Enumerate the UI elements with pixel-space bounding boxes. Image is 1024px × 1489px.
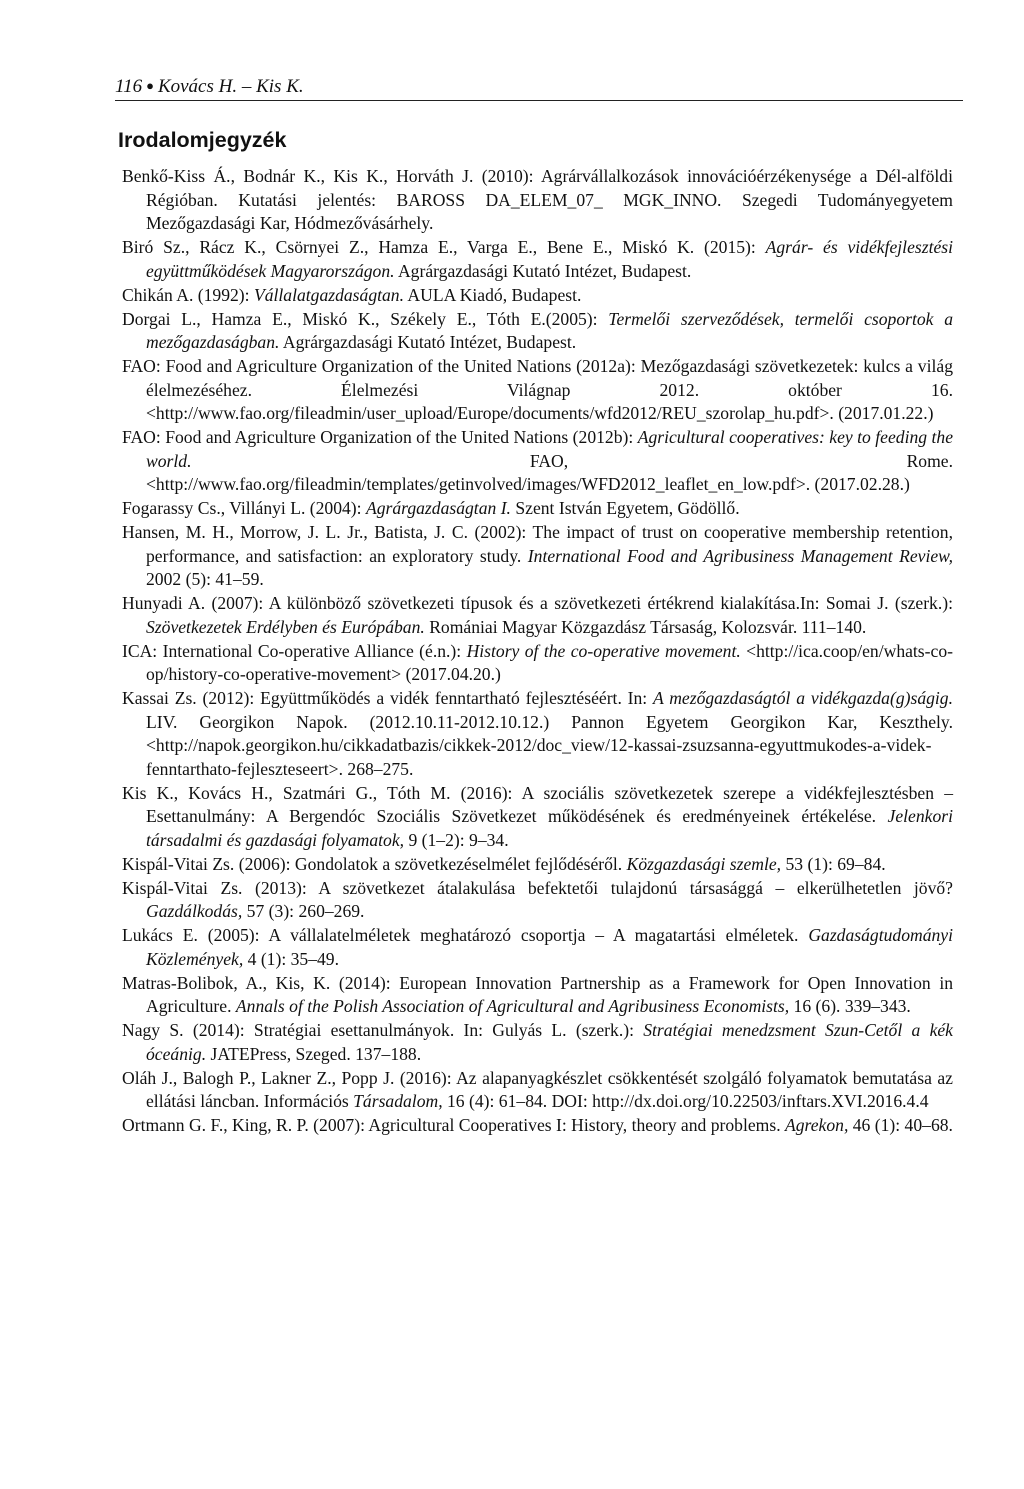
reference-entry bbox=[122, 1019, 953, 1066]
reference-entry bbox=[122, 236, 953, 283]
reference-entry bbox=[122, 1114, 953, 1138]
reference-text: 2002 (5): 41–59. bbox=[146, 569, 264, 589]
reference-entry bbox=[122, 877, 953, 924]
reference-text: Agrárgazdasági Kutató Intézet, Budapest. bbox=[279, 332, 577, 352]
reference-entry bbox=[122, 521, 953, 592]
reference-text: 16 (6). 339–343. bbox=[789, 996, 911, 1016]
reference-title-italic: Gazdálkodás, bbox=[146, 901, 243, 921]
reference-entry bbox=[122, 972, 953, 1019]
reference-text: FAO, Rome. <http://www.fao.org/fileadmin/templates/getinvolved/images/WFD2012_leaflet_en_low.pdf>. (2017.02.28.) bbox=[146, 450, 953, 494]
reference-entry bbox=[122, 592, 953, 639]
reference-title-italic: International Food and Agribusiness Management Review, bbox=[527, 545, 953, 566]
reference-entry bbox=[122, 782, 953, 853]
reference-text: Ortmann G. F., King, R. P. (2007): Agricultural Cooperatives I: History, theory and problems. bbox=[122, 1115, 785, 1135]
reference-text: Szent István Egyetem, Gödöllő. bbox=[510, 498, 740, 518]
reference-text: FAO: Food and Agriculture Organization of the United Nations (2012a): Mezőgazdasági szövetkezetek: kulcs a világ élelmezéséhez. Élelmezési Világnap 2012. október 16. <http://www.fao.org/fileadmin/user_upload/Europe/documents/wfd2012/REU_szorolap_hu.pdf>. (2017.01.22.) bbox=[122, 356, 953, 423]
reference-title-italic: Agricultural cooperatives: key to feeding the world. bbox=[146, 427, 953, 471]
reference-text: Kassai Zs. (2012): Együttműködés a vidék fenntartható fejlesztéséért. In: bbox=[122, 688, 653, 708]
reference-entry bbox=[122, 308, 953, 355]
reference-title-italic: Vállalatgazdaságtan. bbox=[253, 284, 404, 305]
reference-entry bbox=[122, 165, 953, 236]
reference-entry bbox=[122, 640, 953, 687]
reference-text: Benkő-Kiss Á., Bodnár K., Kis K., Horváth J. (2010): Agrárvállalkozások innovációérzékenysége a Dél-alföldi Régióban. Kutatási jelentés: BAROSS DA_ELEM_07_ MGK_INNO. Szegedi Tudományegyetem Mezőgazdasági Kar, Hódmezővásárhely. bbox=[122, 166, 953, 233]
header-authors: Kovács H. – Kis K. bbox=[157, 76, 304, 97]
reference-title-italic: Szövetkezetek Erdélyben és Európában. bbox=[146, 616, 425, 637]
reference-title-italic: Termelői szerveződések, termelői csoportok a mezőgazdaságban. bbox=[146, 308, 953, 352]
reference-text: Lukács E. (2005): A vállalatelméletek meghatározó csoportja – A magatartási elméletek. bbox=[122, 925, 809, 945]
reference-text: <http://ica.coop/en/whats-co-op/history-co-operative-movement> (2017.04.20.) bbox=[146, 640, 953, 684]
reference-entry bbox=[122, 426, 953, 497]
reference-entry bbox=[122, 284, 953, 308]
reference-entry bbox=[122, 1067, 953, 1114]
page-number: 116 bbox=[115, 76, 143, 97]
reference-entry bbox=[122, 924, 953, 971]
reference-text: Kispál-Vitai Zs. (2013): A szövetkezet átalakulása befektetői tulajdonú társasággá – elkerülhetetlen jövő? bbox=[122, 877, 953, 898]
running-header bbox=[115, 76, 963, 101]
reference-text: Hunyadi A. (2007): A különböző szövetkezeti típusok és a szövetkezeti értékrend kialakítása.In: Somai J. (szerk.): bbox=[122, 593, 953, 613]
reference-text: ICA: International Co-operative Alliance (é.n.): bbox=[122, 640, 467, 661]
reference-title-italic: Gazdaságtudományi Közlemények, bbox=[146, 925, 953, 969]
reference-title-italic: Közgazdasági szemle, bbox=[626, 853, 782, 874]
reference-entry bbox=[122, 497, 953, 521]
reference-entry bbox=[122, 687, 953, 781]
reference-title-italic: Társadalom, bbox=[353, 1091, 443, 1111]
reference-text: 53 (1): 69–84. bbox=[781, 853, 886, 874]
reference-text: Matras-Bolibok, A., Kis, K. (2014): European Innovation Partnership as a Framework for Open Innovation in Agriculture. bbox=[122, 972, 953, 1016]
reference-text: JATEPress, Szeged. 137–188. bbox=[206, 1043, 422, 1064]
reference-text: Dorgai L., Hamza E., Miskó K., Székely E., Tóth E.(2005): bbox=[122, 308, 609, 329]
reference-text: 4 (1): 35–49. bbox=[243, 948, 339, 969]
reference-text: 57 (3): 260–269. bbox=[242, 901, 365, 921]
reference-text: Romániai Magyar Közgazdász Társaság, Kolozsvár. 111–140. bbox=[424, 616, 867, 637]
reference-title-italic: Annals of the Polish Association of Agricultural and Agribusiness Economists, bbox=[235, 996, 790, 1016]
reference-entry bbox=[122, 355, 953, 426]
reference-text: Biró Sz., Rácz K., Csörnyei Z., Hamza E., Varga E., Bene E., Miskó K. (2015): bbox=[122, 237, 766, 257]
bullet-separator: ● bbox=[146, 78, 154, 93]
reference-text: Agrárgazdasági Kutató Intézet, Budapest. bbox=[394, 260, 692, 281]
reference-entry bbox=[122, 853, 953, 877]
reference-title-italic: Stratégiai menedzsment Szun-Cetől a kék óceánig. bbox=[146, 1020, 953, 1064]
reference-title-italic: Agrekon, bbox=[785, 1115, 849, 1135]
reference-text: 46 (1): 40–68. bbox=[848, 1115, 953, 1135]
reference-title-italic: Agrárgazdaságtan I. bbox=[365, 498, 511, 518]
reference-text: 9 (1–2): 9–34. bbox=[404, 829, 509, 850]
reference-text: Chikán A. (1992): bbox=[122, 284, 254, 305]
reference-text: Oláh J., Balogh P., Lakner Z., Popp J. (2016): Az alapanyagkészlet csökkentését szolgáló folyamatok bemutatása az ellátási láncban. Információs bbox=[122, 1067, 953, 1111]
reference-title-italic: History of the co-operative movement. bbox=[466, 640, 741, 661]
section-title: Irodalomjegyzék bbox=[118, 128, 287, 152]
reference-text: 16 (4): 61–84. DOI: http://dx.doi.org/10.22503/inftars.XVI.2016.4.4 bbox=[442, 1091, 929, 1111]
reference-text: Fogarassy Cs., Villányi L. (2004): bbox=[122, 498, 366, 518]
reference-text: Nagy S. (2014): Stratégiai esettanulmányok. In: Gulyás L. (szerk.): bbox=[122, 1020, 644, 1040]
reference-title-italic: Jelenkori társadalmi és gazdasági folyamatok, bbox=[146, 806, 953, 850]
reference-text: Kispál-Vitai Zs. (2006): Gondolatok a szövetkezéselmélet fejlődéséről. bbox=[122, 853, 627, 874]
reference-text: LIV. Georgikon Napok. (2012.10.11-2012.10.12.) Pannon Egyetem Georgikon Kar, Keszthely. <http://napok.georgikon.hu/cikkadatbazis/cikkek-2012/doc_view/12-kassai-zsuzsanna-egyuttmukodes-a-videk-fenntarthato-fejleszteseert>. 268–275. bbox=[146, 711, 953, 779]
reference-text: Hansen, M. H., Morrow, J. L. Jr., Batista, J. C. (2002): The impact of trust on cooperative membership retention, performance, and satisfaction: an exploratory study. bbox=[122, 522, 953, 566]
reference-title-italic: Agrár- és vidékfejlesztési együttműködések Magyarországon. bbox=[146, 237, 954, 281]
reference-text: Kis K., Kovács H., Szatmári G., Tóth M. (2016): A szociális szövetkezetek szerepe a vidékfejlesztésben – Esettanulmány: A Bergendóc Szociális Szövetkezet működésének és eredményeinek értékelése. bbox=[122, 782, 953, 826]
reference-text: AULA Kiadó, Budapest. bbox=[404, 284, 582, 305]
reference-title-italic: A mezőgazdaságtól a vidékgazda(g)ságig. bbox=[652, 688, 953, 708]
reference-text: FAO: Food and Agriculture Organization of the United Nations (2012b): bbox=[122, 427, 638, 447]
reference-list bbox=[122, 165, 953, 1138]
